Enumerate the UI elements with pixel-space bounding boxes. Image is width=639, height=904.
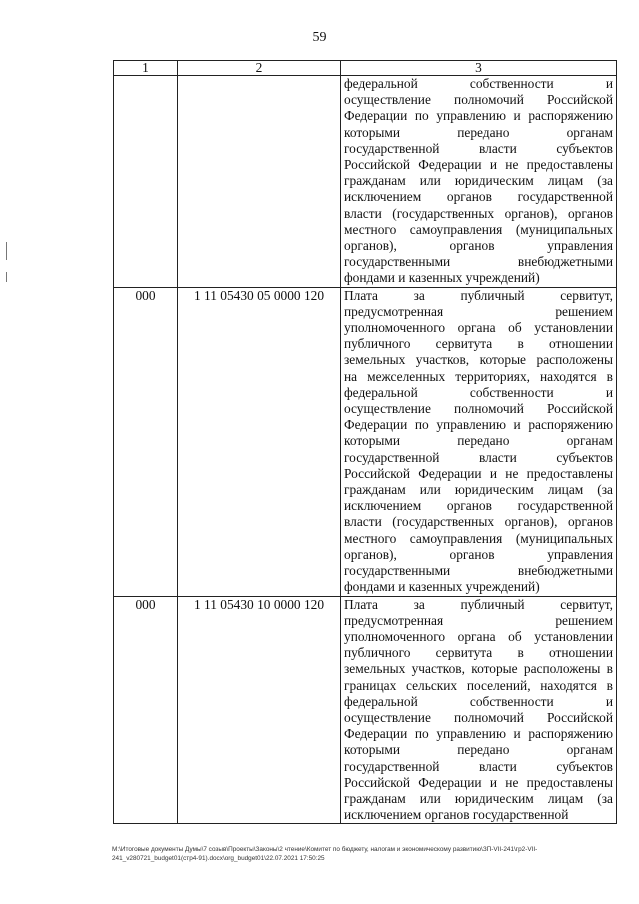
document-table	[113, 60, 617, 824]
footer-path-line: M:\Итоговые документы Думы\7 созыв\Проекты\Законы\2 чтение\Комитет по бюджету, налогам и экономическому развитию\ЗП-VII-241\гр2-VII-	[112, 846, 538, 853]
column-header: 3	[341, 61, 617, 76]
description-line: осуществление полномочий Российской	[344, 709, 613, 725]
description-line: уполномоченного органа об установлении	[344, 320, 613, 336]
table-row	[114, 596, 617, 824]
table-header	[114, 61, 617, 76]
description-cell	[341, 76, 617, 288]
table-row	[114, 287, 617, 596]
description-line: фондами и казенных учреждений)	[344, 270, 540, 286]
description-line: власти (государственных органов), органов	[344, 205, 613, 221]
description-line: Российской Федерации и не предоставлены	[344, 465, 613, 481]
column-header: 2	[178, 61, 341, 76]
description-line: предусмотренная решением	[344, 612, 613, 628]
description-line: федеральной собственности и	[344, 76, 613, 91]
description-line: Федерации по управлению и распоряжению	[344, 417, 613, 433]
description-line: публичного сервитута в отношении	[344, 336, 613, 352]
admin-code-cell: 000	[114, 287, 178, 596]
description-line: Российской Федерации и не предоставлены	[344, 157, 613, 173]
description-line: государственными внебюджетными	[344, 254, 613, 270]
description-line: осуществление полномочий Российской	[344, 92, 613, 108]
description-line: гражданам или юридическим лицам (за	[344, 173, 613, 189]
description-line: государственной власти субъектов	[344, 449, 613, 465]
footer-path-line: 241_v280721_budget01(стр4-91).docx\org_budget01\22.07.2021 17:50:25	[112, 854, 325, 862]
description-line: Федерации по управлению и распоряжению	[344, 726, 613, 742]
description-line: на межселенных территориях, находятся в	[344, 368, 613, 384]
description-line: федеральной собственности и	[344, 384, 613, 400]
margin-mark	[6, 242, 7, 260]
description-line: исключением органов государственной	[344, 498, 613, 514]
description-line: исключением органов государственной	[344, 807, 569, 823]
description-line: государственной власти субъектов	[344, 140, 613, 156]
budget-code-cell: 1 11 05430 10 0000 120	[178, 596, 341, 824]
description-line: земельных участков, которые расположены в	[344, 661, 613, 677]
description-line: фондами и казенных учреждений)	[344, 579, 540, 595]
description-line: которыми передано органам	[344, 742, 613, 758]
description-line: Плата за публичный сервитут,	[344, 287, 613, 303]
description-line: Плата за публичный сервитут,	[344, 596, 613, 612]
description-line: осуществление полномочий Российской	[344, 401, 613, 417]
description-line: федеральной собственности и	[344, 693, 613, 709]
description-cell	[341, 596, 617, 824]
description-line: земельных участков, которые расположены	[344, 352, 613, 368]
description-line: гражданам или юридическим лицам (за	[344, 482, 613, 498]
admin-code-cell: 000	[114, 596, 178, 824]
margin-mark	[6, 272, 7, 282]
description-line: гражданам или юридическим лицам (за	[344, 790, 613, 806]
table-body	[114, 76, 617, 824]
description-line: уполномоченного органа об установлении	[344, 628, 613, 644]
description-line: публичного сервитута в отношении	[344, 645, 613, 661]
budget-code-cell	[178, 76, 341, 288]
page-number: 59	[312, 30, 327, 45]
description-line: которыми передано органам	[344, 124, 613, 140]
description-line: Федерации по управлению и распоряжению	[344, 108, 613, 124]
description-line: исключением органов государственной	[344, 189, 613, 205]
description-cell	[341, 287, 617, 596]
budget-code-cell: 1 11 05430 05 0000 120	[178, 287, 341, 596]
description-line: власти (государственных органов), органов	[344, 514, 613, 530]
description-line: местного самоуправления (муниципальных	[344, 530, 613, 546]
table-row	[114, 76, 617, 288]
document-path-footer	[112, 846, 624, 863]
column-header: 1	[114, 61, 178, 76]
description-line: государственными внебюджетными	[344, 563, 613, 579]
description-line: которыми передано органам	[344, 433, 613, 449]
description-line: органов), органов управления	[344, 546, 613, 562]
description-line: местного самоуправления (муниципальных	[344, 221, 613, 237]
description-line: границах сельских поселений, находятся в	[344, 677, 613, 693]
description-line: органов), органов управления	[344, 238, 613, 254]
admin-code-cell	[114, 76, 178, 288]
description-line: Российской Федерации и не предоставлены	[344, 774, 613, 790]
description-line: государственной власти субъектов	[344, 758, 613, 774]
description-line: предусмотренная решением	[344, 303, 613, 319]
